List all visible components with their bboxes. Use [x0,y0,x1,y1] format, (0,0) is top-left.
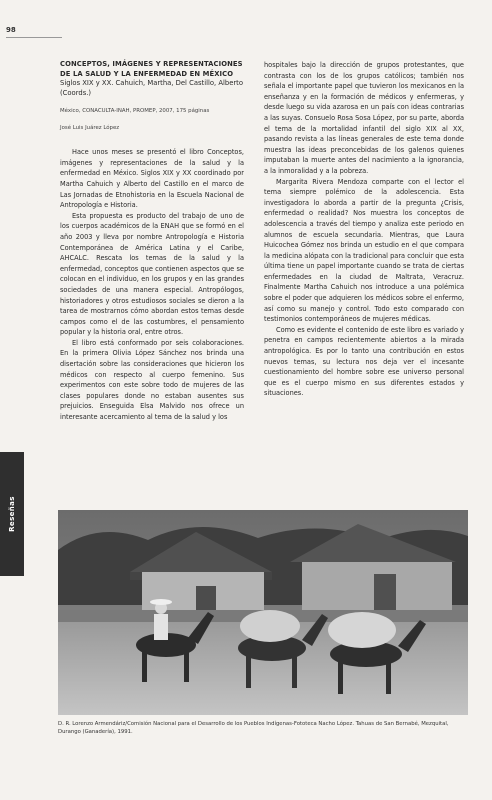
article-title: CONCEPTOS, IMÁGENES Y REPRESENTACIONES DE LA SALUD Y LA ENFERMEDAD EN MÉXICO [60,60,243,78]
body-paragraph: hospitales bajo la dirección de grupos protestantes, que contrasta con los de los grupos católicos; también nos señala el importante papel que tuvieron los mexicanos en la enseñanza y en la formación de médicos y enfermeras, y desde luego su vida azarosa en un país con ideas contrarias a las suyas. Consuelo Rosa Sosa López, por su parte, aborda el tema de la mortalidad infantil del siglo XIX al XX, pasando revista a las líneas generales de este tema donde muestra las ideas preconcebidas de los galenos quienes imputaban la muerte antes del nacimiento a la ignorancia, a la inmoralidad y a la pobreza. [264,61,464,175]
body-paragraph: Margarita Rivera Mendoza comparte con el lector el tema siempre polémico de la adolescencia. Esta investigadora lo aborda a partir de la pregunta ¿Crisis, enfermedad o realidad? Nos muestra los conceptos de adolescencia a través del tiempo y analiza este periodo en alumnos de escuela secundaria. Mientras, que Laura Huicochea Gómez nos brinda un estudio en el que compara la medicina alópata con la tradicional para concluir que esta última tiene un papel importante cuando se trata de ciertas enfermedades en la ciudad de Maltrata, Veracruz. Finalmente Martha Cahuich nos introduce a una polémica sobre el poder que adquieren los médicos sobre el enfermo, así como su manejo y control. Todo esto comparado con testimonios contemporáneos de mujeres médicas. [264,177,464,324]
left-column [60,60,244,423]
photo-caption: D. R. Lorenzo Armendáriz/Comisión Nacional para el Desarrollo de los Pueblos Indígenas-Fototeca Nacho López. Tahuas de San Bernabé, Mezquital, Durango (Ganadería), 1991. [58,721,449,735]
page-number: 98 [6,26,16,34]
body-paragraph: Esta propuesta es producto del trabajo de uno de los cuerpos académicos de la ENAH que se formó en el año 2003 y lleva por nombre Antropología e Historia Contemporánea de América Latina y el Caribe, AHCALC. Rescata los temas de la salud y la enfermedad, conceptos que contienen aspectos que se colocan en el individuo, en los grupos y en las grandes sociedades de una manera especial. Antropólogos, historiadores y otros estudiosos sociales se dieron a la tarea de mostrarnos cómo abordan estos temas desde campos como el de las costumbres, el pensamiento popular y la historia oral, entre otros. [60,211,244,337]
header-rule [6,37,62,38]
article-subtitle: Siglos XIX y XX. Cahuich, Martha, Del Castillo, Alberto (Coords.) [60,79,244,97]
section-label: Reseñas [8,496,16,532]
section-tab [0,452,24,576]
publication-info: México, CONACULTA-INAH, PROMEP, 2007, 175 páginas [60,108,210,114]
body-paragraph: Hace unos meses se presentó el libro Conceptos, imágenes y representaciones de la salud y la enfermedad en México. Siglos XIX y XX coordinado por Martha Cahuich y Alberto del Castillo en el marco de Las Jornadas de Etnohistoria en la Escuela Nacional de Antropología e Historia. [60,148,244,210]
body-paragraph: Como es evidente el contenido de este libro es variado y penetra en campos recientemente abiertos a la mirada antropológica. Es por lo tanto una contribución en estos nuevos temas, su lectura nos deja ver el incesante cuestionamiento del hombre sobre ese universo personal que es el cuerpo mismo en sus diferentes estados y situaciones. [264,325,464,398]
photograph [58,510,468,715]
right-column [264,60,464,399]
review-author: José Luis Juárez López [60,124,120,131]
body-paragraph: El libro está conformado por seis colaboraciones. En la primera Olivia López Sánchez nos brinda una disertación sobre las consideraciones que hicieron los médicos con respecto al cuerpo femenino. Sus experimentos con este sobre todo de mujeres de las clases populares donde no estaban ausentes sus prejuicios. Enseguida Elsa Malvido nos ofrece un interesante acercamiento al tema de la salud y los [60,338,244,422]
